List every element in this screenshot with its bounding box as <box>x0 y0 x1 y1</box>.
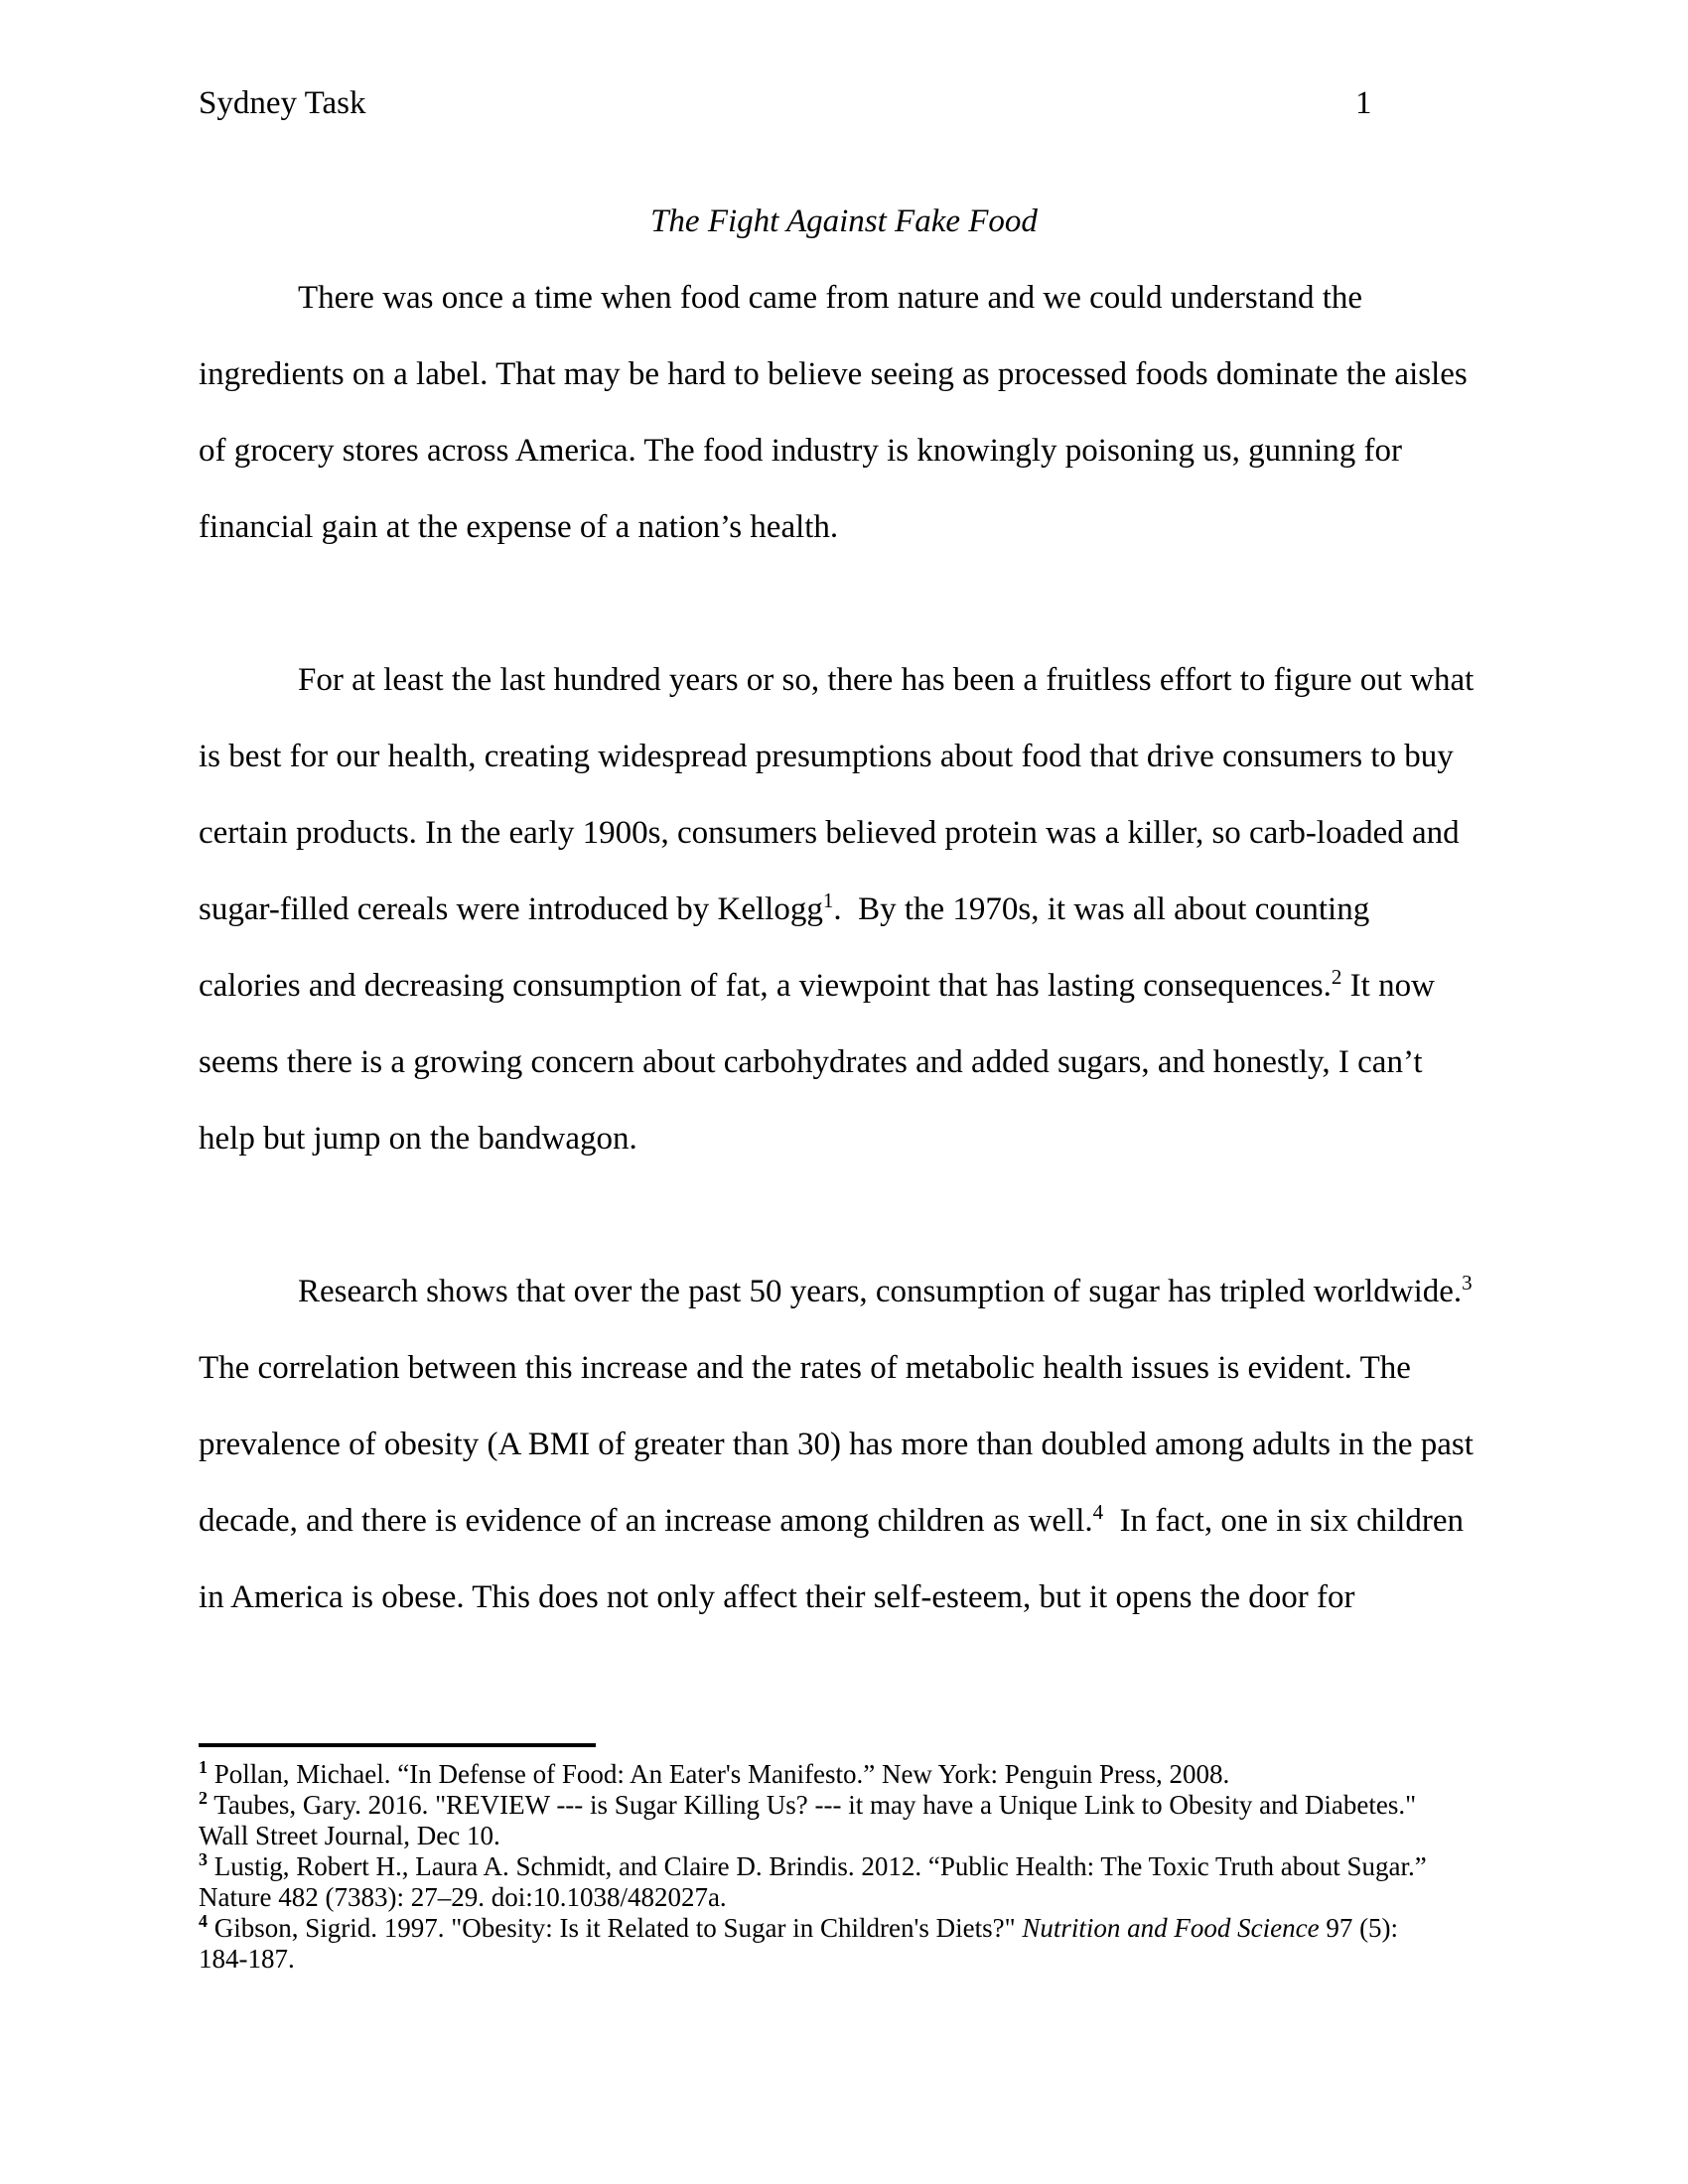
text-segment: ingredients on a label. That may be hard to believe seeing as processed foods dominate the aisles <box>199 356 1468 392</box>
text-segment: decade, and there is evidence of an increase among children as well. <box>199 1503 1093 1539</box>
text-segment: help but jump on the bandwagon. <box>199 1121 637 1157</box>
text-line <box>199 719 1489 795</box>
blank-line <box>199 566 1489 642</box>
footnote-text: Nature 482 (7383): 27–29. doi:10.1038/482027a. <box>199 1882 727 1912</box>
essay-body <box>199 184 1489 1636</box>
footnote-line <box>199 1913 1489 1944</box>
paragraph-2 <box>199 642 1489 1177</box>
footnotes-section <box>199 1743 1489 1975</box>
text-segment: seems there is a growing concern about carbohydrates and added sugars, and honestly, I can’t <box>199 1044 1423 1080</box>
text-segment: In fact, one in six children <box>1103 1503 1465 1539</box>
text-segment: There was once a time when food came from nature and we could understand the <box>298 280 1363 316</box>
header-author: Sydney Task <box>199 85 366 121</box>
text-line <box>199 337 1489 413</box>
footnote-line <box>199 1882 1489 1913</box>
footnote-marker: 3 <box>199 1849 208 1869</box>
text-segment: sugar-filled cereals were introduced by Kellogg <box>199 891 823 927</box>
footnote-text: 97 (5): <box>1319 1913 1399 1943</box>
text-line <box>199 1254 1489 1330</box>
text-segment: of grocery stores across America. The food industry is knowingly poisoning us, gunning for <box>199 433 1402 469</box>
footnote-ref-3: 3 <box>1462 1271 1473 1295</box>
footnote-text: Taubes, Gary. 2016. "REVIEW --- is Sugar Killing Us? --- it may have a Unique Link to Obesity and Diabetes." <box>208 1790 1417 1820</box>
text-line <box>199 795 1489 872</box>
paragraph-1 <box>199 260 1489 566</box>
text-line <box>199 489 1489 566</box>
footnote-text: Gibson, Sigrid. 1997. "Obesity: Is it Related to Sugar in Children's Diets?" <box>208 1913 1023 1943</box>
text-segment: For at least the last hundred years or so, there has been a fruitless effort to figure out what <box>298 662 1475 698</box>
text-line <box>199 1024 1489 1101</box>
footnote-marker: 1 <box>199 1757 208 1777</box>
text-line <box>199 872 1489 948</box>
text-segment: financial gain at the expense of a nation’s health. <box>199 509 839 545</box>
text-segment: certain products. In the early 1900s, consumers believed protein was a killer, so carb-loaded and <box>199 815 1460 851</box>
footnote-text: Lustig, Robert H., Laura A. Schmidt, and Claire D. Brindis. 2012. “Public Health: The Toxic Truth about Sugar.” <box>208 1851 1427 1881</box>
text-line <box>199 1560 1489 1636</box>
footnote-journal-title: Nutrition and Food Science <box>1022 1913 1320 1943</box>
text-segment: is best for our health, creating widespread presumptions about food that drive consumers to buy <box>199 739 1454 774</box>
text-segment: calories and decreasing consumption of fat, a viewpoint that has lasting consequences. <box>199 968 1332 1004</box>
footnote-line <box>199 1790 1489 1821</box>
footnote-separator <box>199 1743 596 1747</box>
footnote-marker: 2 <box>199 1788 208 1808</box>
text-line <box>199 642 1489 719</box>
footnote-marker: 4 <box>199 1911 208 1931</box>
footnote-ref-4: 4 <box>1092 1500 1104 1524</box>
footnote-line <box>199 1851 1489 1882</box>
text-segment: in America is obese. This does not only affect their self-esteem, but it opens the door for <box>199 1579 1355 1615</box>
paragraph-3 <box>199 1254 1489 1636</box>
text-line <box>199 1330 1489 1407</box>
text-line <box>199 413 1489 489</box>
footnote-line <box>199 1821 1489 1851</box>
text-segment: Research shows that over the past 50 years, consumption of sugar has tripled worldwide. <box>298 1274 1463 1309</box>
text-line <box>199 1101 1489 1177</box>
footnote-ref-2: 2 <box>1331 965 1342 989</box>
footnote-line <box>199 1944 1489 1975</box>
footnote-text: 184-187. <box>199 1944 295 1974</box>
text-segment: prevalence of obesity (A BMI of greater than 30) has more than doubled among adults in the past <box>199 1427 1474 1462</box>
footnote-text: Pollan, Michael. “In Defense of Food: An Eater's Manifesto.” New York: Penguin Press, 2008. <box>208 1759 1230 1789</box>
text-line <box>199 1407 1489 1483</box>
text-line <box>199 260 1489 337</box>
text-line <box>199 1483 1489 1560</box>
essay-title: The Fight Against Fake Food <box>650 204 1038 239</box>
footnote-ref-1: 1 <box>822 888 834 912</box>
text-segment: . By the 1970s, it was all about counting <box>833 891 1370 927</box>
footnote-text: Wall Street Journal, Dec 10. <box>199 1821 500 1850</box>
text-segment: It now <box>1341 968 1435 1004</box>
blank-line <box>199 1177 1489 1254</box>
text-line <box>199 948 1489 1024</box>
header-page-number: 1 <box>1355 85 1372 121</box>
text-segment: The correlation between this increase and the rates of metabolic health issues is evident. The <box>199 1350 1411 1386</box>
footnote-line <box>199 1759 1489 1790</box>
